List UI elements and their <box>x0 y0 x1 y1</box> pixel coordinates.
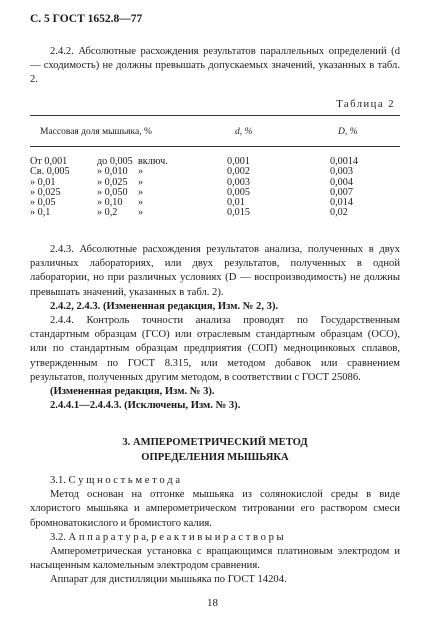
revision-note: 2.4.2, 2.4.3. (Измененная редакция, Изм. № 2, 3). <box>50 300 279 312</box>
subsection-text-3-2b: Аппарат для дистилляции мышьяка по ГОСТ 14204. <box>50 574 287 586</box>
paragraph-text: 2.4.2. Абсолютные расхождения результатов параллельных определений (d — сходимость) не должны превышать допускаемых значений, указанных в табл. 2. <box>30 46 400 86</box>
cell-from: От 0,001 <box>30 156 68 167</box>
page-number: 18 <box>207 597 218 609</box>
cell-d: 0,005 <box>227 186 250 198</box>
section-title <box>30 436 400 465</box>
revision-note-excluded: 2.4.4.1—2.4.4.3. (Исключены, Изм. № 3). <box>50 400 241 412</box>
cell-to: » 0,10 <box>97 197 123 209</box>
cell-from: » 0,1 <box>30 207 51 219</box>
cell-d: 0,01 <box>227 197 245 209</box>
cell-D: 0,0014 <box>330 156 359 167</box>
cell-from: » 0,025 <box>30 186 61 198</box>
cell-D: 0,004 <box>330 176 353 188</box>
subsection-heading-3-1: 3.1. С у щ н о с т ь м е т о д а <box>50 475 181 486</box>
cell-d: 0,002 <box>227 166 250 178</box>
cell-to: » 0,050 <box>97 186 128 198</box>
cell-d: 0,001 <box>227 156 250 167</box>
table-body <box>30 157 400 219</box>
cell-to: » 0,2 <box>97 207 118 219</box>
paragraph-text: 2.4.3. Абсолютные расхождения результатов анализа, полученных в двух различных лабораториях, или двух результатов, полученных в одной лаборатории, но при различных условиях (D — воспроизводимость) не должны превышать значений, указанных в табл. 2). <box>30 244 400 298</box>
cell-to: до 0,005 <box>97 156 133 167</box>
cell-from: » 0,01 <box>30 176 56 188</box>
revision-note: (Измененная редакция, Изм. № 3). <box>50 386 215 398</box>
subsection-text-3-2: Амперометрическая установка с вращающимся платиновым электродом и насыщенным каломельным электродом сравнения. <box>30 546 400 572</box>
paragraph-2-4-2 <box>30 45 400 88</box>
subsection-text-3-1: Метод основан на отгонке мышьяка из солянокислой среды в виде хлористого мышьяка и амперометрическом титровании его раствором смеси бромноватокислого и бромистого калия. <box>30 489 400 529</box>
column-header-D: D, % <box>338 127 358 137</box>
data-table <box>30 115 400 219</box>
cell-from: » 0,05 <box>30 197 56 209</box>
section-title-line-2: ОПРЕДЕЛЕНИЯ МЫШЬЯКА <box>141 451 289 463</box>
section-3-body <box>30 474 400 588</box>
column-header-d: d, % <box>235 127 253 137</box>
subsection-heading-3-2: 3.2. А п п а р а т у р а, р е а к т и в ы и р а с т в о р ы <box>50 531 284 543</box>
cell-to: » 0,010 <box>97 166 128 178</box>
section-title-line-1: 3. АМПЕРОМЕТРИЧЕСКИЙ МЕТОД <box>122 437 308 448</box>
cell-D: 0,003 <box>330 166 353 178</box>
column-header-mass-fraction: Массовая доля мышьяка, % <box>40 127 152 137</box>
cell-incl: » <box>138 166 144 178</box>
cell-incl: » <box>138 186 144 198</box>
cell-d: 0,003 <box>227 176 250 188</box>
table-caption: Таблица 2 <box>336 99 395 110</box>
cell-to: » 0,025 <box>97 176 128 188</box>
cell-incl: » <box>138 176 144 188</box>
table-header <box>30 116 400 146</box>
cell-from: Св. 0,005 <box>30 166 70 178</box>
table-row <box>30 208 400 218</box>
table-header-rule <box>30 146 400 147</box>
page-header: С. 5 ГОСТ 1652.8—77 <box>30 13 143 25</box>
paragraph-2-4-3 <box>30 243 400 413</box>
paragraph-2-4-4: 2.4.4. Контроль точности анализа проводят по Государственным стандартным образцам (ГСО) или отраслевым стандартным образцам (ОСО), или по стандартным образцам предприятия (СОП) медноцинковых сплавов, утвержденным по ГОСТ 8.315, или методом добавок или сравнением результатов, полученных другим методом, в соответствии с ГОСТ 25086. <box>30 315 400 383</box>
cell-D: 0,014 <box>330 197 353 209</box>
cell-D: 0,007 <box>330 186 353 198</box>
cell-incl: » <box>138 207 144 219</box>
cell-incl: включ. <box>138 156 168 167</box>
cell-d: 0,015 <box>227 207 250 219</box>
cell-D: 0,02 <box>330 207 348 219</box>
cell-incl: » <box>138 197 144 209</box>
